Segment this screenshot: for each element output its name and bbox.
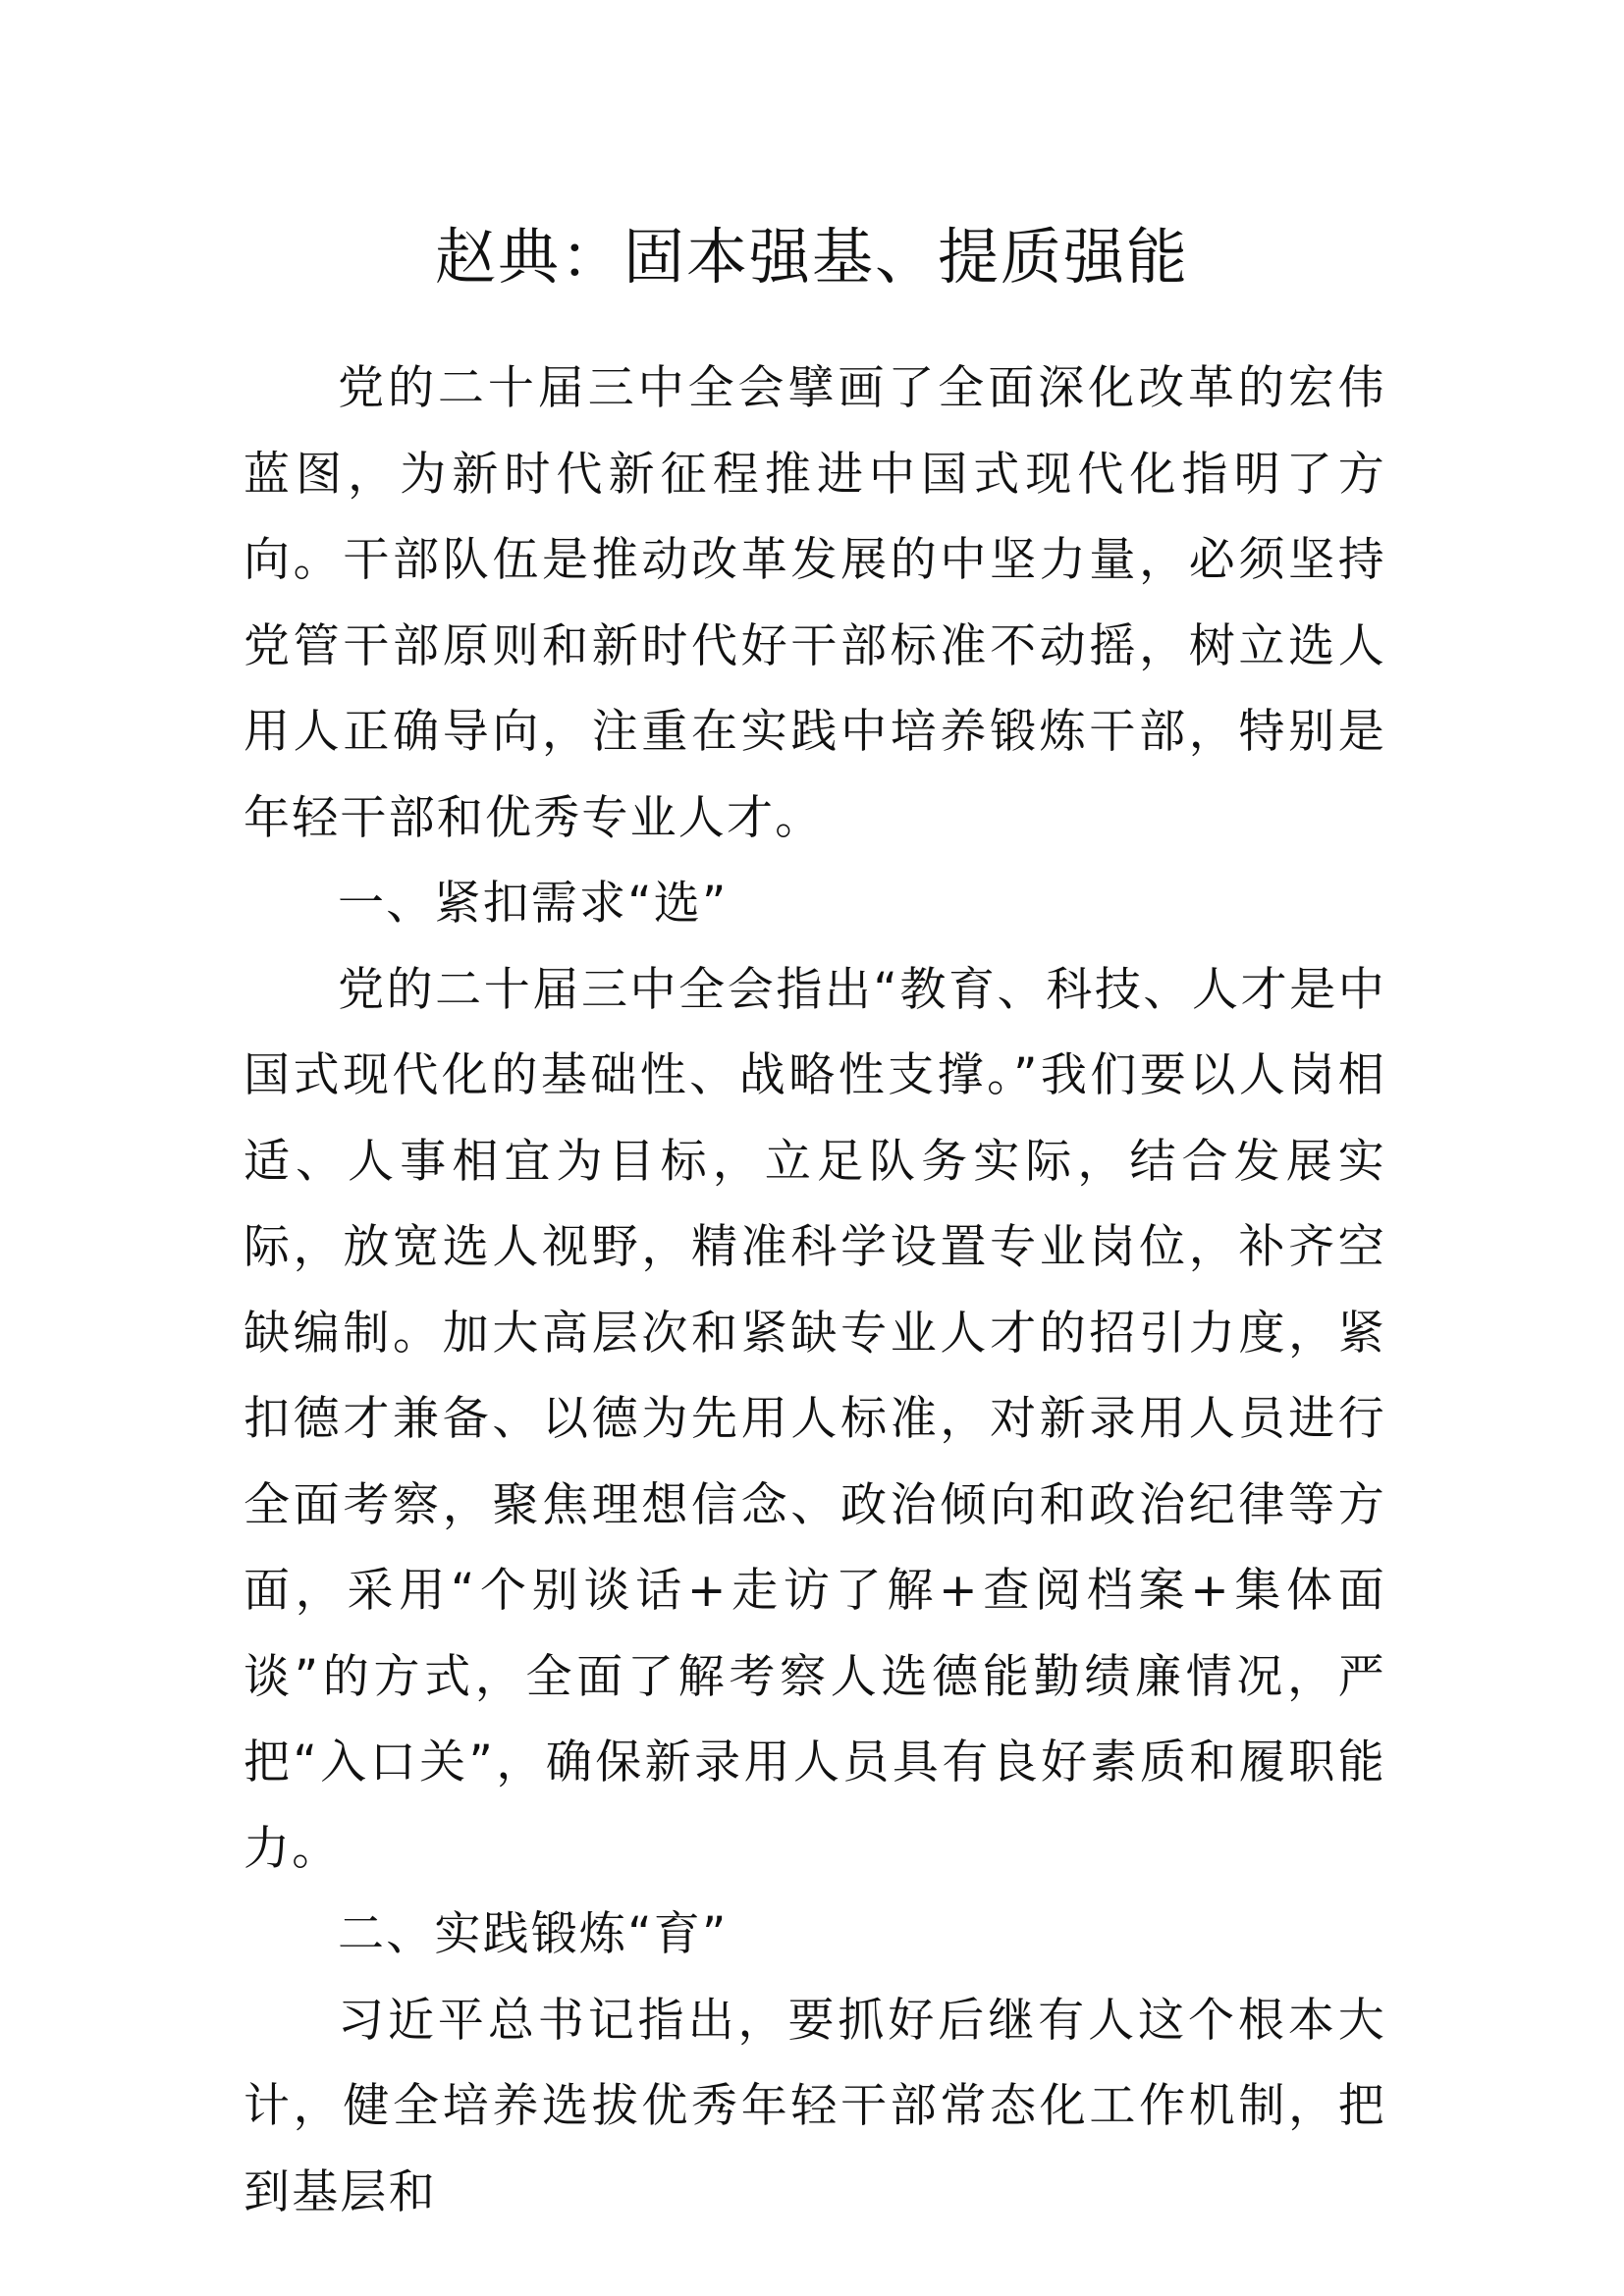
paragraph-intro: 党的二十届三中全会擘画了全面深化改革的宏伟蓝图，为新时代新征程推进中国式现代化指明了方向。干部队伍是推动改革发展的中坚力量，必须坚持党管干部原则和新时代好干部标准不动摇，树立选人用人正确导向，注重在实践中培养锻炼干部，特别是年轻干部和优秀专业人才。 [244,361,1386,845]
paragraph-select: 党的二十届三中全会指出“教育、科技、人才是中国式现代化的基础性、战略性支撑。”我们要以人岗相适、人事相宜为目标，立足队务实际，结合发展实际，放宽选人视野，精准科学设置专业岗位，补齐空缺编制。加大高层次和紧缺专业人才的招引力度，紧扣德才兼备、以德为先用人标准，对新录用人员进行全面考察，聚焦理想信念、政治倾向和政治纪律等方面，采用“个别谈话+走访了解+查阅档案+集体面谈”的方式，全面了解考察人选德能勤绩廉情况，严把“入口关”，确保新录用人员具有良好素质和履职能力。 [244,962,1386,1876]
section-heading-cultivate: 二、实践锻炼“育” [338,1907,729,1961]
paragraph-cultivate: 习近平总书记指出，要抓好后继有人这个根本大计，健全培养选拔优秀年轻干部常态化工作机制，把到基层和 [244,1993,1386,2219]
section-heading-select: 一、紧扣需求“选” [338,877,729,931]
document-title: 赵典：固本强基、提质强能 [434,221,1189,293]
document-body [244,346,1386,2235]
